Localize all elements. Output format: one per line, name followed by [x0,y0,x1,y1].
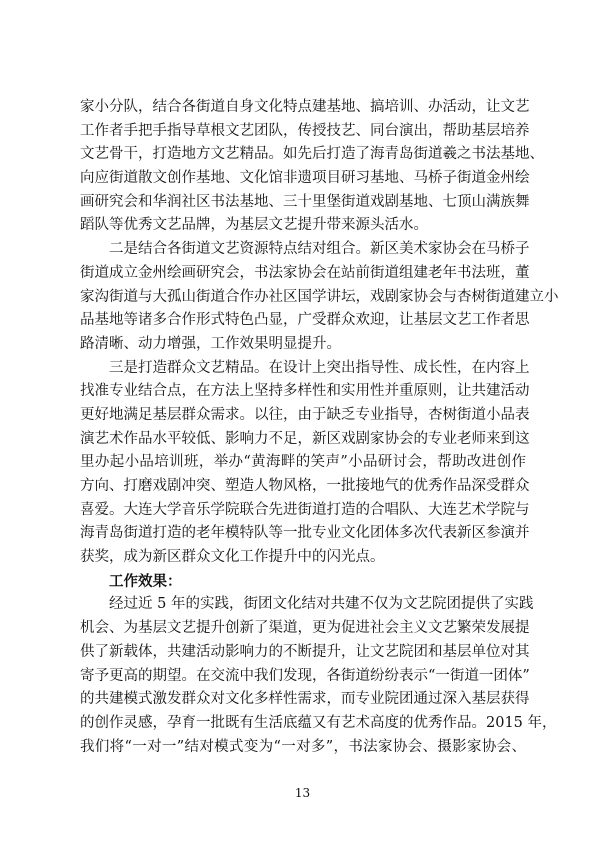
text-line: 寄予更高的期望。在交流中我们发现，各街道纷纷表示“一街道一团体” [80,667,530,684]
body-text [80,96,559,759]
text-line: 文艺骨干，打造地方文艺精品。如先后打造了海青岛街道羲之书法基地、 [80,146,544,163]
heading-text: 工作效果： [80,572,182,590]
text-line: 路清晰、动力增强，工作效果明显提升。 [80,335,341,352]
text-line: 街道成立金州绘画研究会，书法家协会在站前街道组建老年书法班，董 [80,264,530,281]
text-line: 经过近 5 年的实践，街团文化结对共建不仅为文艺院团提供了实践 [80,596,534,613]
text-line: 里办起小品培训班，举办“黄海畔的笑声”小品研讨会，帮助改进创作 [80,454,526,471]
text-line: 演艺术作品水平较低、影响力不足，新区戏剧家协会的专业老师来到这 [80,430,530,447]
paragraph [80,593,557,759]
text-line: 品基地等诸多合作形式特色凸显，广受群众欢迎，让基层文艺工作者思 [80,312,530,329]
paragraph [80,238,559,356]
text-line: 获奖，成为新区群众文化工作提升中的闪光点。 [80,549,385,566]
text-line: 供了新载体，共建活动影响力的不断提升，让文艺院团和基层单位对其 [80,643,530,660]
page-number: 13 [294,786,311,800]
text-line: 机会、为基层文艺提升创新了渠道，更为促进社会主义文艺繁荣发展提 [80,620,530,637]
text-line: 家小分队，结合各街道自身文化特点建基地、搞培训、办活动，让文艺 [80,99,530,115]
text-line: 我们将“一对一”结对模式变为“一对多”，书法家协会、摄影家协会、 [80,738,526,755]
text-line: 蹈队等优秀文艺品牌，为基层文艺提升带来源头活水。 [80,217,428,234]
text-line: 工作者手把手指导草根文艺团队，传授技艺、同台演出，帮助基层培养 [80,122,530,139]
text-line: 更好地满足基层群众需求。以往，由于缺乏专业指导，杏树街道小品表 [80,406,530,423]
text-line: 二是结合各街道文艺资源特点结对组合。新区美术家协会在马桥子 [80,241,530,258]
text-line: 找准专业结合点，在方法上坚持多样性和实用性并重原则，让共建活动 [80,383,530,400]
text-line: 的共建模式激发群众对文化多样性需求，而专业院团通过深入基层获得 [80,691,530,708]
text-line: 海青岛街道打造的老年模特队等一批专业文化团体多次代表新区参演并 [80,525,530,542]
text-line: 向应街道散文创作基地、文化馆非遗项目研习基地、马桥子街道金州绘 [80,170,530,187]
text-line: 三是打造群众文艺精品。在设计上突出指导性、成长性，在内容上 [80,359,530,376]
text-line: 方向、打磨戏剧冲突、塑造人物风格，一批接地气的优秀作品深受群众 [80,478,530,494]
section-heading [80,570,526,594]
text-line: 的创作灵感，孕育一批既有生活底蕴又有艺术高度的优秀作品。2015 年， [80,714,557,731]
text-line: 画研究会和华润社区书法基地、三十里堡街道戏剧基地、七顶山满族舞 [80,193,530,210]
text-line: 家沟街道与大孤山街道合作办社区国学讲坛，戏剧家协会与杏树街道建立小 [80,288,559,305]
text-line: 喜爱。大连大学音乐学院联合先进街道打造的合唱队、大连艺术学院与 [80,501,530,518]
paragraph [80,96,544,238]
paragraph [80,357,530,570]
